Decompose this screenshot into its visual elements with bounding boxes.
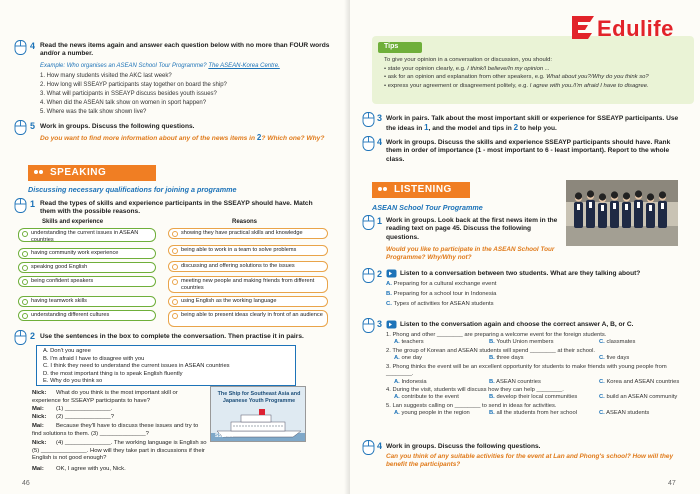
dialogue-text: What do you think is the most important skill or experience for SSEAYP participants to have?: [32, 390, 178, 404]
list-item: 3. What will participants in SSEAYP discuss besides youth issues?: [40, 91, 217, 97]
banner-dot: [34, 170, 38, 174]
reason-label: discussing and offering solutions to the issues: [181, 263, 295, 269]
mouse-icon: [362, 440, 375, 455]
option-item[interactable]: [386, 301, 496, 311]
skill-label: understanding different cultures: [31, 312, 110, 318]
mouse-icon: [362, 268, 375, 283]
option-text: Types of activities for ASEAN students: [393, 301, 494, 307]
tip-item: • ask for an opinion and explanation from other speakers, e.g. What about you?/Why do you think so?: [384, 74, 649, 81]
tip-example: I agree with you./I'm afraid I have to disagree.: [529, 82, 649, 89]
mouse-icon: [362, 318, 375, 333]
question-instruction: Work in groups. Discuss the following questions.: [40, 123, 195, 130]
bullet-circle: [22, 313, 28, 319]
question-number: 2: [30, 331, 36, 341]
question-instruction: Work in groups. Discuss the following questions.: [386, 443, 541, 450]
mcq-stem: 3. Phong thinks the event will be an excellent opportunity for students to make friends with young people from ________.: [386, 364, 667, 378]
question-number: 2: [377, 269, 383, 279]
section-banner: [28, 165, 156, 181]
audio-icon[interactable]: [386, 320, 397, 329]
bullet-circle: [172, 248, 178, 254]
dialogue-line: [32, 423, 208, 438]
bullet-circle: [22, 265, 28, 271]
option-text: one day: [401, 355, 423, 362]
reason-label: showing they have practical skills and knowledge: [181, 230, 303, 236]
question-number: 3: [377, 113, 383, 123]
skill-item[interactable]: [18, 276, 156, 287]
question-number: 1: [30, 199, 36, 209]
speaker: Mai:: [32, 466, 44, 472]
bullet-circle: [172, 231, 178, 237]
option-text: three days: [496, 355, 524, 362]
skill-label: understanding the current issues in ASEAN countries: [31, 230, 139, 244]
exercise-ref: 2: [256, 133, 262, 142]
option-text: contribute to the event: [401, 394, 459, 401]
mcq-item: [386, 332, 692, 348]
example-answer: The ASEAN-Korea Centre.: [208, 63, 280, 69]
right-page: [350, 0, 700, 494]
question-number: 3: [377, 319, 383, 329]
mcq-option[interactable]: C. classmates: [599, 339, 636, 346]
mcq-option[interactable]: A. contribute to the event: [394, 394, 459, 401]
option-letter: A.: [386, 281, 392, 287]
mcq-option[interactable]: C. build an ASEAN community: [599, 394, 678, 401]
students-photo: [566, 180, 678, 246]
reason-item[interactable]: [168, 296, 328, 307]
list-item: 2. How long will SSEAYP participants stay together on board the ship?: [40, 82, 227, 88]
mouse-icon: [14, 120, 27, 135]
reason-label: meeting new people and making friends from different countries: [181, 278, 315, 292]
question-number: 4: [377, 137, 383, 147]
dialogue-text: (2) ______________?: [56, 414, 114, 420]
mcq-option[interactable]: B. ASEAN countries: [489, 378, 541, 385]
mcq-stem: 1. Phong and other ________ are preparing a welcome event for the foreign students.: [386, 332, 607, 338]
skill-item[interactable]: [18, 248, 156, 259]
list-item: 5. Where was the talk show shown live?: [40, 109, 147, 115]
option-item: C. I think they need to understand the current issues in ASEAN countries: [43, 363, 230, 370]
dialogue-line: [32, 390, 208, 405]
reason-item[interactable]: [168, 261, 328, 272]
question-instruction: Read the types of skills and experience participants in the SSEAYP should have. Match them with the possible reasons.: [40, 200, 313, 216]
mcq-option[interactable]: C. Korea and ASEAN countries: [599, 378, 680, 385]
option-text: build an ASEAN community: [606, 394, 678, 401]
mcq-option[interactable]: C. five days: [599, 355, 630, 362]
reason-item[interactable]: [168, 310, 328, 327]
example: [40, 63, 340, 71]
bullet-circle: [172, 299, 178, 305]
ship-illustration: [210, 386, 306, 442]
option-text: Preparing for a school tour in Indonesia: [393, 291, 497, 297]
option-text: five days: [606, 355, 630, 362]
section-subtitle: Discussing necessary qualifications for joining a programme: [28, 185, 237, 194]
bullet-circle: [22, 231, 28, 237]
tip-text: state your opinion clearly, e.g.: [387, 65, 466, 72]
tip-text: express your agreement or disagreement politely, e.g.: [387, 82, 529, 89]
banner-title: SPEAKING: [50, 167, 107, 178]
speaker: Nick:: [32, 440, 47, 446]
tip-example: What about you?/Why do you think so?: [546, 74, 649, 81]
reason-label: being able to work in a team to solve problems: [181, 247, 297, 253]
mcq-option[interactable]: B. develop their local communities: [489, 394, 578, 401]
mcq-option[interactable]: A. young people in the region: [394, 410, 470, 417]
instruction-text: , and the model and tips in: [428, 125, 512, 133]
option-text: ASEAN students: [606, 410, 650, 417]
tips-intro: To give your opinion in a conversation or discussion, you should:: [384, 57, 552, 63]
section-banner: [372, 182, 470, 198]
exercise-ref: 1: [424, 123, 429, 133]
bullet-circle: [22, 299, 28, 305]
speaker: Mai:: [32, 423, 44, 429]
bullet-circle: [172, 313, 178, 319]
speaker: Nick:: [32, 390, 47, 396]
question-number: 4: [30, 41, 36, 51]
skill-label: speaking good English: [31, 264, 88, 270]
reason-item[interactable]: [168, 245, 328, 256]
option-text: ASEAN countries: [496, 378, 541, 385]
reason-item[interactable]: [168, 228, 328, 239]
mouse-icon: [14, 330, 27, 345]
skill-label: being confident speakers: [31, 278, 94, 284]
tips-label: Tips: [378, 42, 422, 53]
image-tag: SSEAYP: [215, 433, 235, 439]
mcq-stem: 4. During the visit, students will discuss how they can help ________.: [386, 387, 564, 393]
mcq-option[interactable]: C. ASEAN students: [599, 410, 650, 417]
discussion-question: Can you think of any suitable activities for the event at Lan and Phong's school? How will they benefit the participants?: [386, 453, 674, 469]
dialogue-line: [32, 414, 208, 422]
options-box: [36, 345, 296, 386]
logo-text: Edulife: [597, 16, 674, 41]
dialogue-line: [32, 406, 208, 414]
option-text: Youth Union members: [496, 339, 554, 346]
bullet-circle: [22, 279, 28, 285]
section-subtitle: ASEAN School Tour Programme: [372, 203, 483, 212]
mcq-option[interactable]: A. Indonesia: [394, 378, 427, 385]
question-number: 1: [377, 216, 383, 226]
mcq-option[interactable]: B. all the students from her school: [489, 410, 577, 417]
audio-icon[interactable]: [386, 269, 397, 278]
speaker: Nick:: [32, 414, 47, 420]
skill-item[interactable]: [18, 262, 156, 273]
edulife-logo: [570, 12, 690, 42]
mcq-option[interactable]: B. Youth Union members: [489, 339, 554, 346]
option-text: Preparing for a cultural exchange event: [393, 281, 497, 287]
option-text: young people in the region: [401, 410, 470, 417]
question-instruction: Listen to a conversation between two students. What are they talking about?: [400, 270, 641, 277]
column-header: Reasons: [232, 219, 258, 225]
instruction-text: Work in pairs. Talk about the most important skill or experience for SSEAYP participants. Use the ideas in: [386, 115, 679, 133]
question-end: ?: [261, 135, 266, 142]
question-instruction: Use the sentences in the box to complete the conversation. Then practise it in pairs.: [40, 333, 304, 340]
question-number: 5: [30, 121, 36, 131]
option-item[interactable]: [386, 281, 496, 291]
question-instruction: Listen to the conversation again and choose the correct answer A, B, or C.: [400, 321, 634, 328]
mouse-icon: [362, 112, 375, 127]
mcq-list: [386, 332, 692, 419]
image-caption: The Ship for Southeast Asia and Japanese Youth Programme: [217, 391, 301, 404]
skill-item[interactable]: [18, 296, 156, 307]
option-text: develop their local communities: [496, 394, 578, 401]
banner-dot: [378, 187, 382, 191]
reason-item[interactable]: [168, 276, 328, 293]
option-text: Korea and ASEAN countries: [606, 378, 680, 385]
option-text: Indonesia: [401, 378, 427, 385]
mouse-icon: [362, 215, 375, 230]
question-list: [40, 73, 340, 118]
mcq-option[interactable]: A. one day: [394, 355, 423, 362]
question-instruction: [386, 115, 686, 134]
reason-label: using English as the working language: [181, 298, 277, 304]
list-item: 1. How many students visited the AKC last week?: [40, 73, 172, 79]
tip-item: • state your opinion clearly, e.g. I think/I believe/In my opinion ...: [384, 65, 550, 72]
exercise-ref: 2: [513, 123, 519, 133]
option-text: classmates: [606, 339, 636, 346]
tip-item: • express your agreement or disagreement politely, e.g. I agree with you./I'm afraid I have to disagree.: [384, 82, 649, 89]
question-instruction: Work in groups. Look back at the first news item in the reading text on page 45. Discuss the following questions.: [386, 217, 558, 241]
option-item: D. the most important thing is to speak English fluently: [43, 370, 183, 377]
option-item: A. Don't you agree: [43, 348, 91, 354]
question-text: Do you want to find more information about any of the news items in: [40, 135, 256, 142]
speaker: Mai:: [32, 406, 44, 412]
discussion-question: [40, 133, 340, 143]
instruction-text: to help you.: [519, 125, 557, 133]
mouse-icon: [14, 40, 27, 55]
option-text: all the students from her school: [496, 410, 577, 417]
question-instruction: Read the news items again and answer each question below with no more than FOUR words and/or a number.: [40, 42, 330, 58]
column-header: Skills and experience: [42, 219, 104, 225]
banner-title: LISTENING: [394, 184, 452, 195]
option-item: B. I'm afraid I have to disagree with you: [43, 355, 145, 362]
mcq-option[interactable]: A. teachers: [394, 339, 424, 346]
dialogue-line: [32, 466, 208, 474]
skill-item[interactable]: [18, 228, 156, 242]
option-text: teachers: [401, 339, 424, 346]
mcq-item: [386, 403, 692, 419]
mouse-icon: [14, 198, 27, 213]
mouse-icon: [362, 136, 375, 151]
dialogue-line: [32, 440, 208, 463]
bullet-circle: [22, 251, 28, 257]
banner-dot: [39, 170, 43, 174]
option-item: E. Why do you think so: [43, 378, 103, 385]
example-label: Example:: [40, 63, 66, 69]
dialogue-text: (4) ______________. The working language is English so (5) ______________. How will they take part in discussions if their English is not good enough?: [32, 440, 207, 462]
mcq-stem: 5. Lan suggests calling on ________ to send in ideas for activities.: [386, 403, 557, 409]
reason-label: being able to present ideas clearly in front of an audience: [181, 312, 323, 318]
tip-text: ask for an opinion and explanation from other speakers, e.g.: [387, 74, 545, 81]
example-question: Who organises an ASEAN School Tour Programme?: [66, 63, 207, 69]
skill-item[interactable]: [18, 310, 156, 321]
option-letter: C.: [386, 301, 392, 307]
mcq-item: [386, 348, 692, 364]
dialogue-text: Because they'll have to discuss these issues and try to find solutions to them. (3) ______________?: [32, 423, 199, 437]
tips-body: [384, 57, 688, 91]
option-letter: B.: [386, 291, 392, 297]
skill-label: having community work experience: [31, 250, 119, 256]
students-photo-image: [566, 180, 678, 246]
question-number: 4: [377, 441, 383, 451]
mcq-stem: 2. The group of Korean and ASEAN students will spend ________ at their school.: [386, 348, 596, 354]
bullet-circle: [172, 264, 178, 270]
mcq-item: [386, 387, 692, 403]
dialogue-text: (1) ______________.: [56, 406, 113, 412]
page-number: 46: [22, 480, 30, 487]
discussion-question: Would you like to participate in the ASEAN School Tour Programme? Why/Why not?: [386, 246, 555, 262]
list-item: 4. When did the ASEAN talk show on women in sport happen?: [40, 100, 207, 106]
option-list: [386, 281, 496, 311]
page-number: 47: [668, 480, 676, 487]
question-instruction: Work in groups. Discuss the skills and experience SSEAYP participants should have. Rank them in order of importance (1 - most important to 6 - least important). Report to the whole class.: [386, 139, 671, 163]
option-item[interactable]: [386, 291, 496, 301]
tip-example: I think/I believe/In my opinion ...: [467, 65, 550, 72]
skill-label: having teamwork skills: [31, 298, 87, 304]
banner-dot: [383, 187, 387, 191]
question-text: Which one? Why?: [267, 135, 325, 142]
bullet-circle: [172, 279, 178, 285]
mcq-item: [386, 364, 692, 387]
dialogue-text: OK, I agree with you, Nick.: [56, 466, 126, 472]
mcq-option[interactable]: B. three days: [489, 355, 524, 362]
